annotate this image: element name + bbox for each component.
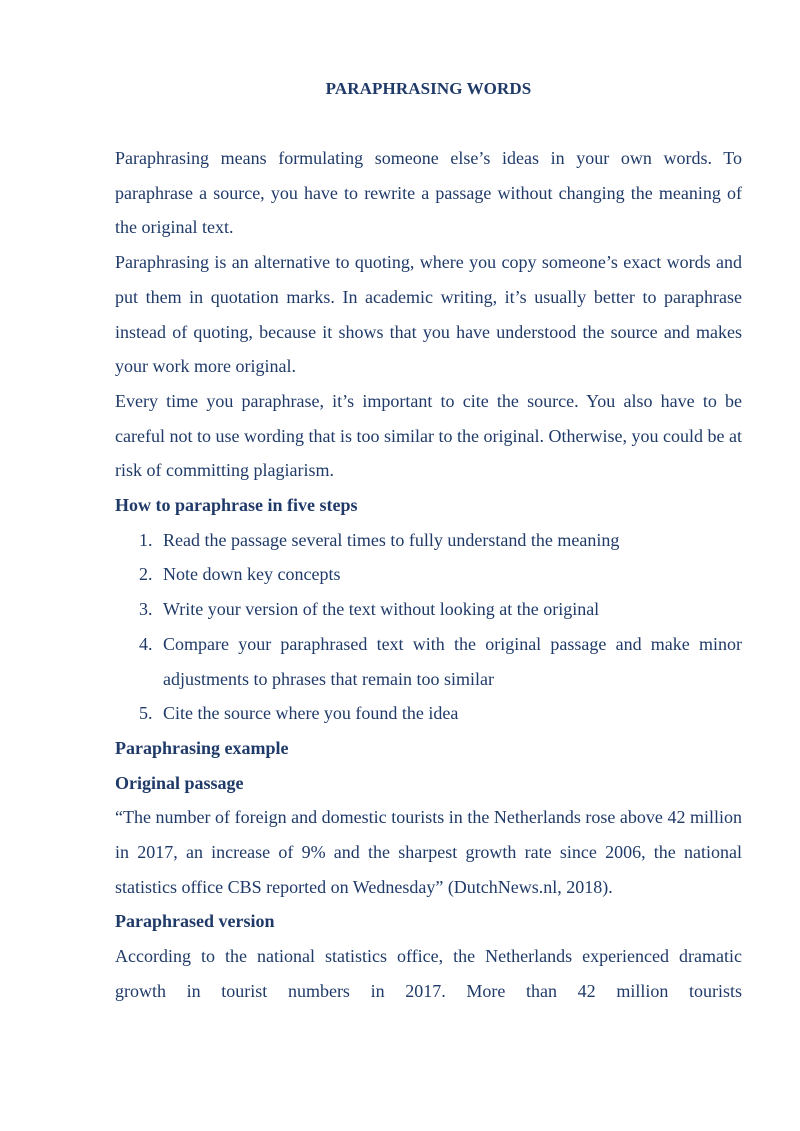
list-item-text: Compare your paraphrased text with the original passage and make minor adjustments to phrases that remain too similar (163, 633, 742, 689)
paraphrased-version-heading: Paraphrased version (115, 911, 275, 932)
paragraph-citation: Every time you paraphrase, it’s important to cite the source. You also have to be careful not to use wording that is too similar to the original. Otherwise, you could be at risk of committing plagiarism. (115, 390, 742, 481)
list-item (115, 627, 742, 696)
list-item (115, 523, 742, 558)
list-item-number: 4. (139, 633, 153, 654)
paraphrased-version-text: According to the national statistics office, the Netherlands experienced dramatic growth in tourist numbers in 2017. More than 42 million tourists (115, 946, 742, 1001)
list-item-number: 5. (139, 703, 153, 724)
list-item (115, 592, 742, 627)
original-passage-text: “The number of foreign and domestic tourists in the Netherlands rose above 42 million in 2017, an increase of 9% and the sharpest growth rate since 2006, the national statistics office CBS reported on Wednesday” (DutchNews.nl, 2018). (115, 807, 742, 897)
list-item-number: 1. (139, 529, 153, 550)
steps-heading: How to paraphrase in five steps (115, 495, 358, 516)
list-item (115, 557, 742, 592)
paragraph-alternative: Paraphrasing is an alternative to quoting, where you copy someone’s exact words and put them in quotation marks. In academic writing, it’s usually better to paraphrase instead of quoting, because it shows that you have understood the source and makes your work more original. (115, 252, 742, 377)
list-item-text: Read the passage several times to fully understand the meaning (163, 529, 620, 550)
document-body (115, 141, 742, 1009)
paragraph-definition: Paraphrasing means formulating someone else’s ideas in your own words. To paraphrase a source, you have to rewrite a passage without changing the meaning of the original text. (115, 148, 742, 238)
list-item-number: 3. (139, 599, 153, 620)
original-passage-heading: Original passage (115, 772, 244, 793)
list-item-text: Note down key concepts (163, 564, 341, 585)
list-item-number: 2. (139, 564, 153, 585)
list-item-text: Cite the source where you found the idea (163, 703, 459, 724)
steps-list (115, 523, 742, 731)
list-item (115, 696, 742, 731)
example-heading: Paraphrasing example (115, 737, 289, 758)
list-item-text: Write your version of the text without looking at the original (163, 599, 600, 620)
page-title: PARAPHRASING WORDS (325, 79, 532, 98)
